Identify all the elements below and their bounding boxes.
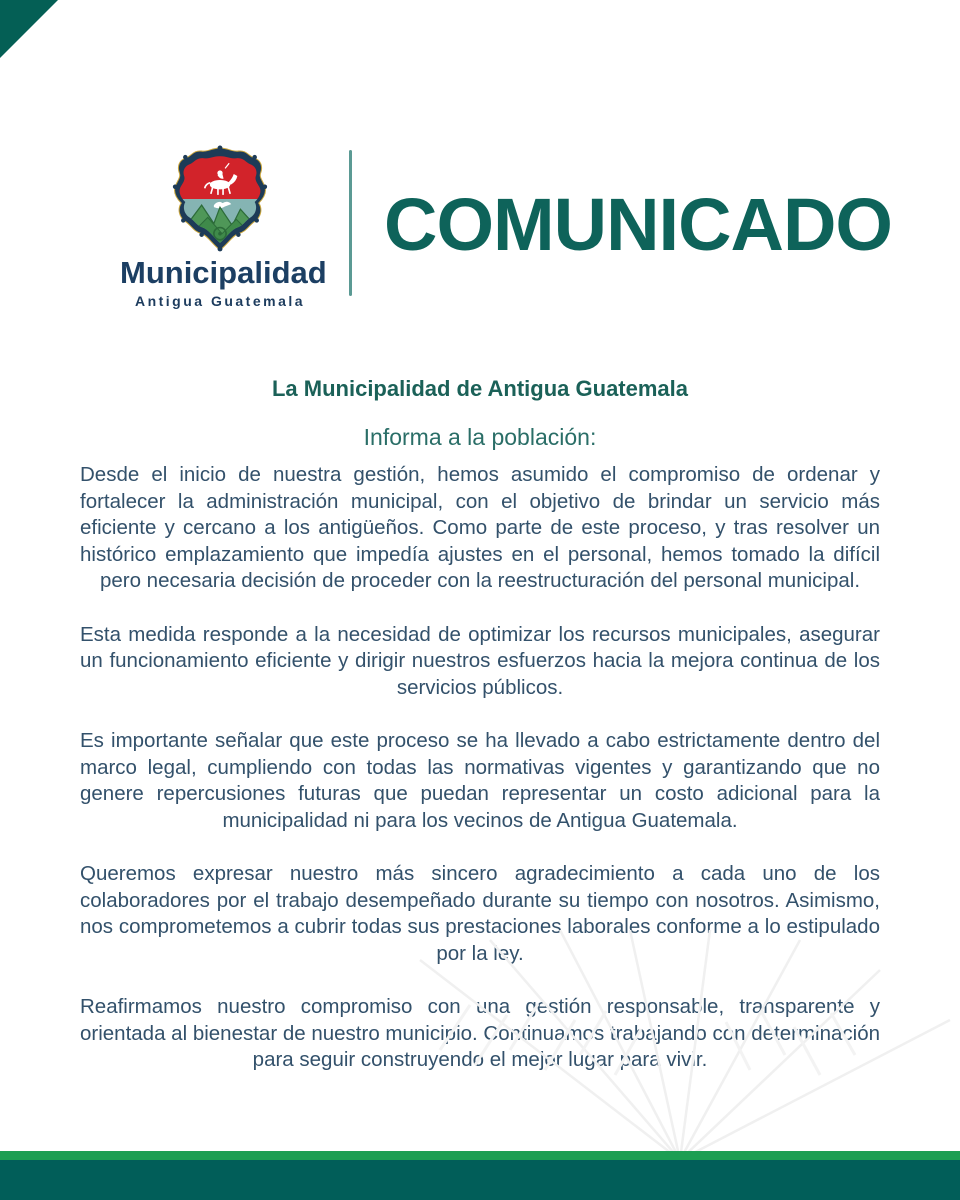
document-body: [80, 462, 880, 1101]
coat-of-arms-icon: [169, 145, 271, 253]
header-divider: [349, 150, 352, 296]
municipality-logo: [120, 145, 327, 309]
paragraph-1: Desde el inicio de nuestra gestión, hemos asumido el compromiso de ordenar y fortalecer la administración municipal, con el objetivo de brindar un servicio más eficiente y cercano a los antigüeños. Como parte de este proceso, y tras resolver un histórico emplazamiento que impedía ajustes en el personal, hemos tomado la difícil pero necesaria decisión de proceder con la reestructuración del personal municipal.: [80, 463, 880, 592]
footer-band: [0, 1160, 960, 1200]
paragraph-3: Es importante señalar que este proceso se ha llevado a cabo estrictamente dentro del marco legal, cumpliendo con todas las normativas vigentes y garantizando que no genere repercusiones futuras que puedan representar un costo adicional para la municipalidad ni para los vecinos de Antigua Guatemala.: [80, 729, 880, 832]
document-subheading: Informa a la población:: [363, 424, 597, 450]
document-heading: La Municipalidad de Antigua Guatemala: [271, 376, 689, 401]
logo-wordmark: Municipalidad: [120, 255, 327, 290]
paragraph-4: Queremos expresar nuestro más sincero agradecimiento a cada uno de los colaboradores por el trabajo desempeñado durante su tiempo con nosotros. Asimismo, nos comprometemos a cubrir todas sus prestaciones laborales conforme a lo estipulado por la ley.: [80, 862, 880, 965]
page-title: COMUNICADO: [384, 183, 892, 266]
paragraph-2: Esta medida responde a la necesidad de optimizar los recursos municipales, asegurar un funcionamiento eficiente y dirigir nuestros esfuerzos hacia la mejora continua de los servicios públicos.: [80, 622, 880, 699]
paragraph-5: Reafirmamos nuestro compromiso con una gestión responsable, transparente y orientada al bienestar de nuestro municipio. Continuamos trabajando con determinación para seguir construyendo el mejor lugar para vivir.: [80, 995, 880, 1071]
corner-accent-triangle: [0, 0, 58, 58]
logo-place-label: Antigua Guatemala: [134, 293, 306, 309]
